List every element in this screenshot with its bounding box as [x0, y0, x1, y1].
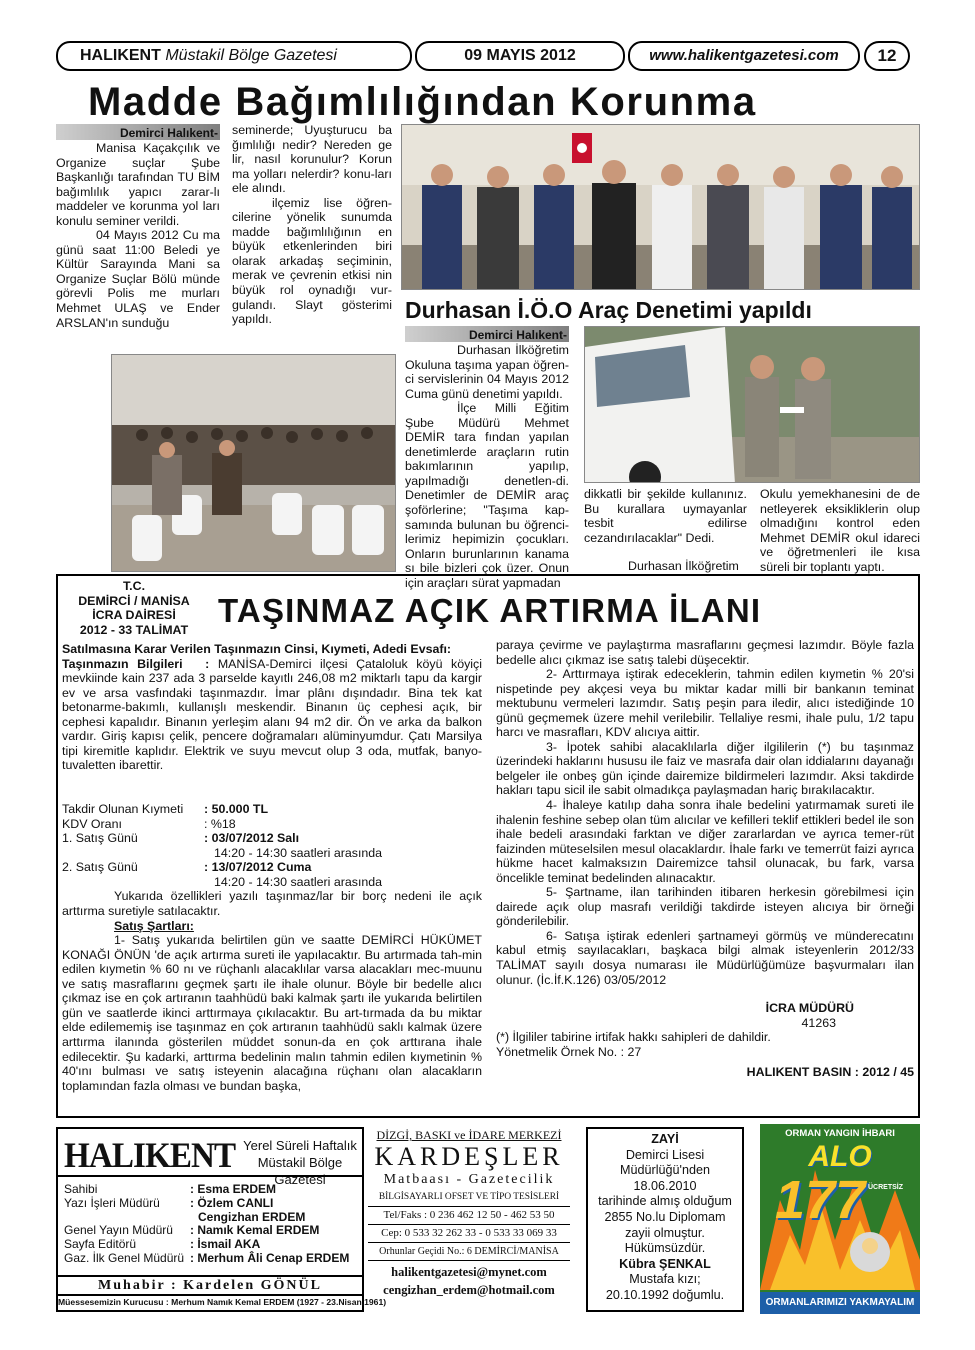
notice-field-label: 2. Satış Günü	[62, 860, 138, 875]
article2-col3	[760, 487, 920, 574]
notice-fields	[62, 802, 482, 890]
notice-field-value: : 50.000 TL	[204, 801, 269, 816]
notice-field-row	[62, 875, 482, 890]
article2-kicker: Demirci Halıkent-	[405, 326, 569, 342]
auction-notice	[56, 574, 920, 1118]
masthead-row-label: Sayfa Editörü	[64, 1237, 137, 1252]
notice-property	[62, 657, 482, 773]
printer-sub: Matbaası - Gazetecilik	[383, 1172, 555, 1187]
masthead-row	[64, 1197, 364, 1211]
fire-hotline-ad	[760, 1124, 920, 1314]
masthead-name: HALIKENT	[64, 1135, 236, 1175]
article2-title: Durhasan İ.Ö.O Araç Denetimi yapıldı	[405, 297, 812, 323]
masthead-row	[64, 1183, 364, 1197]
header-website-box	[628, 41, 860, 71]
notice-property-text: MANİSA-Demirci ilçesi Çataloluk köyü köyiçi mevkiinde kain 237 ada 3 parselde kayıtlı 246,08 m2 miktarlı tapu da kargir ev ve arsa vasfındaki taşınmazdır. İmar plânı dışındadır. Bina tek kat betonarme-bakımlı, kullanışlı meskendir. Binanın üç cephesi açık, bir cephesi kapalıdır. Binanın yerleşim alanı 94 m2 dir. Ön ve arka da balkon vardır. Giriş kapısı çelik, pencere doğramaları alüminyumdur. Çatı Marsilya tipi kiremitle kaplıdır. Elektrik ve suyu mevcut olup 3 oda, mutfak, banyo-tuvaletten ibarettir.	[62, 656, 482, 773]
notice-field-row	[62, 846, 482, 861]
header-website: www.halikentgazetesi.com	[649, 47, 839, 64]
lost-line: zayii olmuştur.	[625, 1225, 705, 1240]
article2-col1-p1: Durhasan İlköğretim Okuluna taşıma yapan öğren-ci servislerinin 04 Mayıs 2012 Cuma günü denetimi yapıldı.	[405, 343, 569, 401]
notice-right-column	[496, 638, 914, 1080]
article1-col1	[56, 124, 220, 330]
inspection-photo	[584, 326, 920, 483]
notice-condition-1: 1- Satış yukarıda belirtilen gün ve saatte DEMİRCİ HÜKÜMET KONAĞI ÖNÜN 'de açık artırma sureti ile yapılacaktır. Bu artırmada tah-min edilen kıymetin % 60 nı ve rüçhanlı alacaklılar varsa alacakları mec-muunu ve satış masraflarını geçmek şartı ile ihale olunur. Böyle bir bedelle alıcı çıkmaz ise en çok artıranın taahhüdü baki kalmak şartı ile yukarıda belirtilen gün ve saatlerde ikinci arttırmaya çıkılacaktır. Bu art-tırmada da bu miktar elde edilememiş ise taşınmaz en çok artıranın taahhüdü saklı kalmak üzere arttırma ilanında gösterilen müddet sonun-da en çok arttırana ihale edilecektir. Şu kadarki, arttırma bedelinin malın tahmin edilen kıymetinin % 40'ını bulması ve satış isteyenin alacağına rüçhanı olan alacakların toplamından fazla olması ve bundan başka,	[62, 933, 482, 1093]
lost-name: Kübra ŞENKAL	[619, 1256, 711, 1271]
notice-conditions-heading: Satış Şartları:	[114, 918, 194, 933]
notice-field-value: : 03/07/2012 Salı	[204, 831, 300, 846]
article1-kicker: Demirci Halıkent-	[56, 124, 220, 140]
article1-col1-p1: Manisa Kaçakçılık ve Organize suçlar Şube Başkanlığı tarafından TU BİM bağımlılık yapıcı zarar-lı maddeler ve korunma yol ları konulu seminer verildi.	[56, 141, 220, 228]
notice-property-sep: :	[205, 656, 210, 671]
inspection-photo-illustration	[585, 327, 920, 483]
notice-intro: Yukarıda özellikleri yazılı taşınmaz/lar bir borç nedeni ile açık arttırma suretiyle satılacaktır.	[62, 889, 482, 919]
notice-press-ref: HALIKENT BASIN : 2012 / 45	[746, 1065, 914, 1080]
fire-ad-number: 177	[774, 1170, 866, 1230]
lost-line: Demirci Lisesi	[625, 1147, 705, 1162]
article2-col1	[405, 326, 569, 590]
header-paper-name: HALIKENT	[80, 47, 161, 64]
notice-field-value: : %18	[204, 816, 236, 831]
masthead-row-value: : Esma ERDEM	[190, 1182, 277, 1196]
notice-property-label: Taşınmazın Bilgileri	[62, 656, 183, 671]
notice-form: Yönetmelik Örnek No. : 27	[496, 1044, 642, 1059]
notice-file-no: 2012 - 33 TALİMAT	[79, 622, 189, 637]
lost-line: Mustafa kızı;	[629, 1272, 701, 1287]
fire-ad-bottom: ORMANLARIMIZI YAKMAYALIM	[760, 1292, 920, 1314]
printer-box	[368, 1127, 570, 1312]
notice-tc: T.C.	[122, 579, 146, 593]
masthead-row-value: : İsmail AKA	[190, 1237, 261, 1252]
masthead-row-label: Genel Yayın Müdürü	[64, 1223, 173, 1238]
notice-field-value: 14:20 - 14:30 saatleri arasında	[214, 845, 383, 860]
article1-col1-p2: 04 Mayıs 2012 Cu ma günü saat 11:00 Beledi ye Kültür Sarayında Mani sa Organize Suçlar Bölü münde görevli Polis me murları Mehmet ULAŞ ve Ender ARSLAN'ın sunduğu	[56, 228, 220, 330]
printer-line4: Orhunlar Geçidi No.: 6 DEMİRCİ/MANİSA	[368, 1243, 570, 1261]
notice-office2: İCRA DAİRESİ	[92, 608, 176, 623]
notice-field-value: : 13/07/2012 Cuma	[204, 860, 312, 875]
notice-field-row	[62, 860, 482, 875]
audience-photo-illustration	[112, 355, 396, 572]
lost-line: tarihinde almış olduğum	[598, 1194, 732, 1209]
header-paper-sub: Müstakil Bölge Gazetesi	[165, 47, 337, 64]
notice-field-label: KDV Oranı	[62, 816, 122, 831]
article2-col2	[584, 487, 747, 574]
printer-line3: Cep: 0 533 32 262 33 - 0 533 33 069 33	[368, 1225, 570, 1243]
notice-field-value: 14:20 - 14:30 saatleri arasında	[214, 874, 383, 889]
lost-line: Müdürlüğü'nden	[620, 1163, 710, 1178]
header-paper-name-box	[56, 41, 412, 71]
notice-field-row	[62, 831, 482, 846]
masthead-tag1: Yerel Süreli Haftalık	[243, 1138, 357, 1153]
notice-signer-no: 41263	[801, 1015, 836, 1030]
printer-name: KARDEŞLER	[374, 1142, 564, 1171]
masthead-row-value: : Özlem CANLI	[190, 1195, 274, 1210]
notice-right-p3: 4- İhaleye katılıp daha sonra ihale bedelini yatırmamak sureti ile ihalenin feshine sebep olan tüm alıcılar ve kefilleri teklif ettikleri bedel ile son ihale bedeli arasındaki farktan ve diğer zararlardan ve ayrıca temer-rüt faizinden müteselsilen mesul olacaklardır. İhale farkı ve temerrüt faizi ayrıca hükme hacet kalmaksızın Dairemizce tahsil olunacak, bu fark, varsa öncelikle teminat bedelinden alınacaktır.	[496, 798, 914, 885]
masthead-tags	[236, 1137, 364, 1188]
printer-heading: DİZGİ, BASKI ve İDARE MERKEZİ	[376, 1128, 562, 1142]
audience-photo	[111, 354, 396, 572]
masthead-row	[64, 1211, 364, 1225]
officials-photo-illustration	[402, 125, 920, 290]
notice-field-row	[62, 817, 482, 832]
article2-col2-p2: Durhasan İlköğretim	[628, 559, 739, 574]
fire-ad-free: ÜCRETSİZ	[868, 1184, 903, 1191]
article1-col2-p2: ilçemiz lise öğren-cilerine yönelik sunumda madde bağımlılığının en büyük etkenlerinden biri olarak arkadaş seçiminin, merak ve çevrenin etkisi nin büyük rol oynadığı vur-gulandı. Slayt gösterimi yapıldı.	[232, 195, 392, 327]
masthead-box	[56, 1127, 387, 1312]
masthead-row-label: Yazı İşleri Müdürü	[64, 1195, 160, 1210]
masthead-row-label: Sahibi	[64, 1182, 98, 1196]
lost-heading: ZAYİ	[651, 1132, 679, 1146]
notice-office1: DEMİRCİ / MANİSA	[78, 593, 190, 608]
masthead-row-label: Gaz. İlk Genel Müdürü	[64, 1250, 185, 1265]
notice-field-label	[62, 875, 204, 890]
masthead-tag2: Müstakil Bölge Gazetesi	[257, 1155, 343, 1187]
printer-line1: BİLGİSAYARLI OFSET VE TİPO TESİSLERİ	[368, 1189, 570, 1207]
notice-footnote: (*) İlgililer tabirine irtifak hakkı sahipleri de dahildir.	[496, 1030, 771, 1045]
notice-right-p2: 3- İpotek sahibi alacaklılarla diğer ilgililerin (*) bu taşınmaz üzerindeki haklarını hususu ile faiz ve masrafa dair olan iddialarını dayanağı belgeler ile onbeş gün içinde dairemize bildirmeleri lazımdır. Aksi takdirde hakları tapu sicil ile sabit olmadıkça paylaşmadan hariç bırakılacaktır.	[496, 739, 914, 798]
masthead-reporter: Muhabir : Kardelen GÖNÜL	[58, 1275, 362, 1296]
masthead-divider	[58, 1175, 362, 1177]
notice-right-p0: paraya çevirme ve paylaştırma masraflarını geçmesi lazımdır. Böyle fazla bedelle alıcı çıkmaz ise satış talebi düşecektir.	[496, 638, 914, 667]
masthead-row	[64, 1252, 364, 1266]
notice-left-column	[62, 642, 482, 1093]
printer-email2: cengizhan_erdem@hotmail.com	[383, 1283, 555, 1297]
notice-right-p1: 2- Arttırmaya iştirak edeceklerin, tahmin edilen kıymetin % 20'si nispetinde pey akçesi veya bu miktar kadar milli bir bankanın teminat mektubunu vermeleri lazımdır. Satış peşin para iledir, alıcı istediğinde 10 günü geçmemek üzere mehil verilebilir. Tellaliye resmi, ihale pulu, 1/2 tapu harcı ve masrafları, KDV alıcıya aittir.	[496, 667, 914, 740]
printer-line2: Tel/Faks : 0 236 462 12 50 - 462 53 50	[368, 1207, 570, 1225]
masthead-row-value: Cengizhan ERDEM	[198, 1209, 306, 1224]
notice-title: TAŞINMAZ AÇIK ARTIRMA İLANI	[218, 592, 762, 629]
masthead-staff	[64, 1183, 364, 1266]
notice-signer: İCRA MÜDÜRÜ	[765, 1001, 854, 1016]
article1-col2-p1: seminerde; Uyuşturucu ba ğımlılığı nedir? Nereden ge lir, nasıl korunulur? Korun ma yolları nelerdir? konu-ları ele alındı.	[232, 123, 392, 196]
lost-line: 2855 No.lu Diplomam	[604, 1209, 726, 1224]
officials-photo	[401, 124, 920, 290]
notice-right-p5: 6- Satışa iştirak edenleri şartnameyi görmüş ve münderecatını kabul etmiş sayılacakları, başkaca bilgi almak isteyenlerin 2012/33 TALİMAT sayılı dosya numarası ile Müdürlüğümüze başvurmaları ilan olunur. (İc.İf.K.126) 03/05/2012	[496, 928, 914, 987]
masthead-row-value: : Namık Kemal ERDEM	[190, 1223, 320, 1238]
notice-field-row	[62, 802, 482, 817]
header-page-number: 12	[877, 46, 897, 65]
notice-field-label: Takdir Olunan Kıymeti	[62, 801, 184, 816]
notice-field-label	[62, 846, 204, 861]
lost-line: 18.06.2010	[633, 1178, 697, 1193]
article1-col2	[232, 123, 392, 327]
notice-section-heading: Satılmasına Karar Verilen Taşınmazın Cinsi, Kıymeti, Adedi Evsafı:	[62, 642, 452, 656]
lost-line: Hükümsüzdür.	[624, 1241, 706, 1256]
header-date: 09 MAYIS 2012	[464, 47, 576, 64]
printer-email1: halikentgazetesi@mynet.com	[391, 1265, 547, 1279]
masthead-row-value: : Merhum Âli Cenap ERDEM	[190, 1250, 350, 1265]
article2-col3-p1: Okulu yemekhanesini de de netleyerek eksikliklerin olup olmadığını kontrol eden Mehmet DEMİR okul idareci ve öğretmenleri ile kısa süreli bir toplantı yaptı.	[760, 487, 920, 574]
masthead-founder: Müessesemizin Kurucusu : Merhum Namık Kemal ERDEM (1927 - 23.Nisan.1961)	[58, 1297, 387, 1307]
masthead-row-label	[64, 1211, 190, 1225]
header-date-box	[415, 41, 625, 71]
notice-right-p4: 5- Şartname, ilan tarihinden itibaren herkesin görebilmesi için dairede açık olup masrafı verildiği takdirde isteyen alıcıya bir örneği gönderilebilir.	[496, 885, 914, 929]
article1-title: Madde Bağımlılığından Korunma	[88, 80, 757, 124]
notice-field-label: 1. Satış Günü	[62, 831, 138, 846]
fire-ad-alo: ALO	[808, 1140, 872, 1173]
header-page-number-box	[864, 41, 910, 71]
notice-office-block	[58, 579, 210, 637]
article2-col1-p2: İlçe Milli Eğitim Şube Müdürü Mehmet DEMİR tara fından yapılan denetimlerde araçların rutin bakımlarının yapılıp, yapılmadığı denetlen-di. Denetimler de DEMİR araç şoförlerine; "Taşıma kap-samında bulunan bu öğrenci-lerimiz hepimizin çocukları. Onların burunlarının kanama sı bile bizleri çok üzer. Onun için araçları sürat yapmadan	[405, 401, 569, 590]
article2-col2-p1: dikkatli bir şekilde kullanınız. Bu kurallara uymayanlar tesbit edilirse cezandırılacaklar" Dedi.	[584, 487, 747, 545]
fire-ad-top: ORMAN YANGIN İHBARI	[785, 1128, 895, 1139]
lost-notice-box	[586, 1127, 744, 1312]
masthead-row	[64, 1238, 364, 1252]
lost-line: 20.10.1992 doğumlu.	[605, 1287, 725, 1302]
